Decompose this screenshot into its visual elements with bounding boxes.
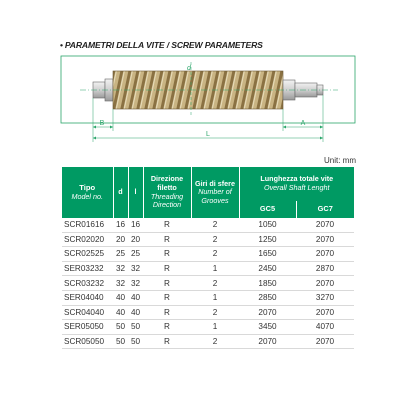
cell-gc5: 2070 [239,305,296,320]
table-row [62,247,354,262]
cell-grooves: 2 [191,276,239,291]
header-lunghezza [239,167,354,201]
screw-technical-drawing [60,54,356,146]
title-italian: PARAMETRI DELLA VITE [64,40,165,50]
dim-l-label: L [206,131,210,138]
cell-d: 40 [113,305,128,320]
cell-model: SCR02525 [62,247,113,262]
table-row [62,305,354,320]
cell-model: SCR02020 [62,232,113,247]
dim-b-label: B [99,120,105,127]
header-lunghezza-it: Lunghezza totale vite [260,174,334,184]
cell-direction: R [143,247,191,262]
title-separator: / [164,40,172,50]
cell-l: 20 [128,232,143,247]
cell-d: 32 [113,276,128,291]
cell-gc7: 3270 [296,290,354,305]
cell-d: 50 [113,334,128,349]
header-d-label: d [118,187,123,197]
header-gc5: GC5 [239,201,296,218]
cell-direction: R [143,320,191,335]
header-tipo [62,167,113,218]
cell-l: 50 [128,320,143,335]
cell-grooves: 2 [191,305,239,320]
cell-d: 25 [113,247,128,262]
cell-direction: R [143,218,191,232]
dim-a-label: A [300,120,306,127]
table-row [62,232,354,247]
cell-grooves: 2 [191,218,239,232]
cell-direction: R [143,261,191,276]
cell-gc5: 3450 [239,320,296,335]
screw-parameters-table [62,167,354,349]
table-row [62,276,354,291]
header-l-label: l [134,187,137,197]
header-giri [191,167,239,218]
header-direzione-it: Direzione filetto [150,174,184,192]
header-lunghezza-en: Overall Shaft Lenght [263,183,330,192]
header-giri-it: Giri di sfere [195,178,235,188]
cell-direction: R [143,334,191,349]
cell-gc5: 1650 [239,247,296,262]
cell-d: 40 [113,290,128,305]
dim-d-label: d [187,65,191,72]
cell-gc7: 2870 [296,261,354,276]
header-tipo-en: Model no. [71,191,104,201]
cell-l: 50 [128,334,143,349]
cell-direction: R [143,276,191,291]
cell-grooves: 1 [191,320,239,335]
cell-model: SCR05050 [62,334,113,349]
cell-grooves: 1 [191,290,239,305]
cell-gc7: 2070 [296,276,354,291]
cell-l: 40 [128,290,143,305]
cell-gc7: 2070 [296,232,354,247]
cell-gc5: 1050 [239,218,296,232]
unit-label: Unit: mm [324,156,356,165]
cell-gc7: 2070 [296,218,354,232]
cell-d: 32 [113,261,128,276]
header-gc7: GC7 [296,201,354,218]
cell-direction: R [143,305,191,320]
cell-gc5: 1850 [239,276,296,291]
table-row [62,290,354,305]
cell-gc5: 2070 [239,334,296,349]
cell-grooves: 2 [191,334,239,349]
cell-grooves: 2 [191,232,239,247]
cell-d: 16 [113,218,128,232]
cell-l: 32 [128,276,143,291]
header-d [113,167,128,218]
cell-direction: R [143,290,191,305]
header-giri-en: Number of Grooves [198,187,232,205]
cell-model: SCR04040 [62,305,113,320]
cell-model: SCR01616 [62,218,113,232]
cell-l: 16 [128,218,143,232]
cell-model: SER03232 [62,261,113,276]
header-direzione-en: Threading Direction [150,191,184,210]
cell-gc7: 2070 [296,334,354,349]
cell-gc5: 1250 [239,232,296,247]
section-title [60,40,263,50]
cell-d: 20 [113,232,128,247]
cell-grooves: 2 [191,247,239,262]
table-row [62,334,354,349]
cell-d: 50 [113,320,128,335]
header-tipo-it: Tipo [79,182,96,192]
cell-gc5: 2850 [239,290,296,305]
cell-model: SER04040 [62,290,113,305]
title-english: SCREW PARAMETERS [171,40,263,50]
cell-model: SER05050 [62,320,113,335]
table-row [62,261,354,276]
header-l [128,167,143,218]
cell-direction: R [143,232,191,247]
cell-gc7: 4070 [296,320,354,335]
cell-gc5: 2450 [239,261,296,276]
cell-gc7: 2070 [296,247,354,262]
title-bullet: • [60,40,63,50]
table-row [62,218,354,232]
cell-l: 32 [128,261,143,276]
table-row [62,320,354,335]
cell-l: 40 [128,305,143,320]
cell-gc7: 2070 [296,305,354,320]
header-direzione [143,167,191,218]
cell-model: SCR03232 [62,276,113,291]
cell-grooves: 1 [191,261,239,276]
cell-l: 25 [128,247,143,262]
